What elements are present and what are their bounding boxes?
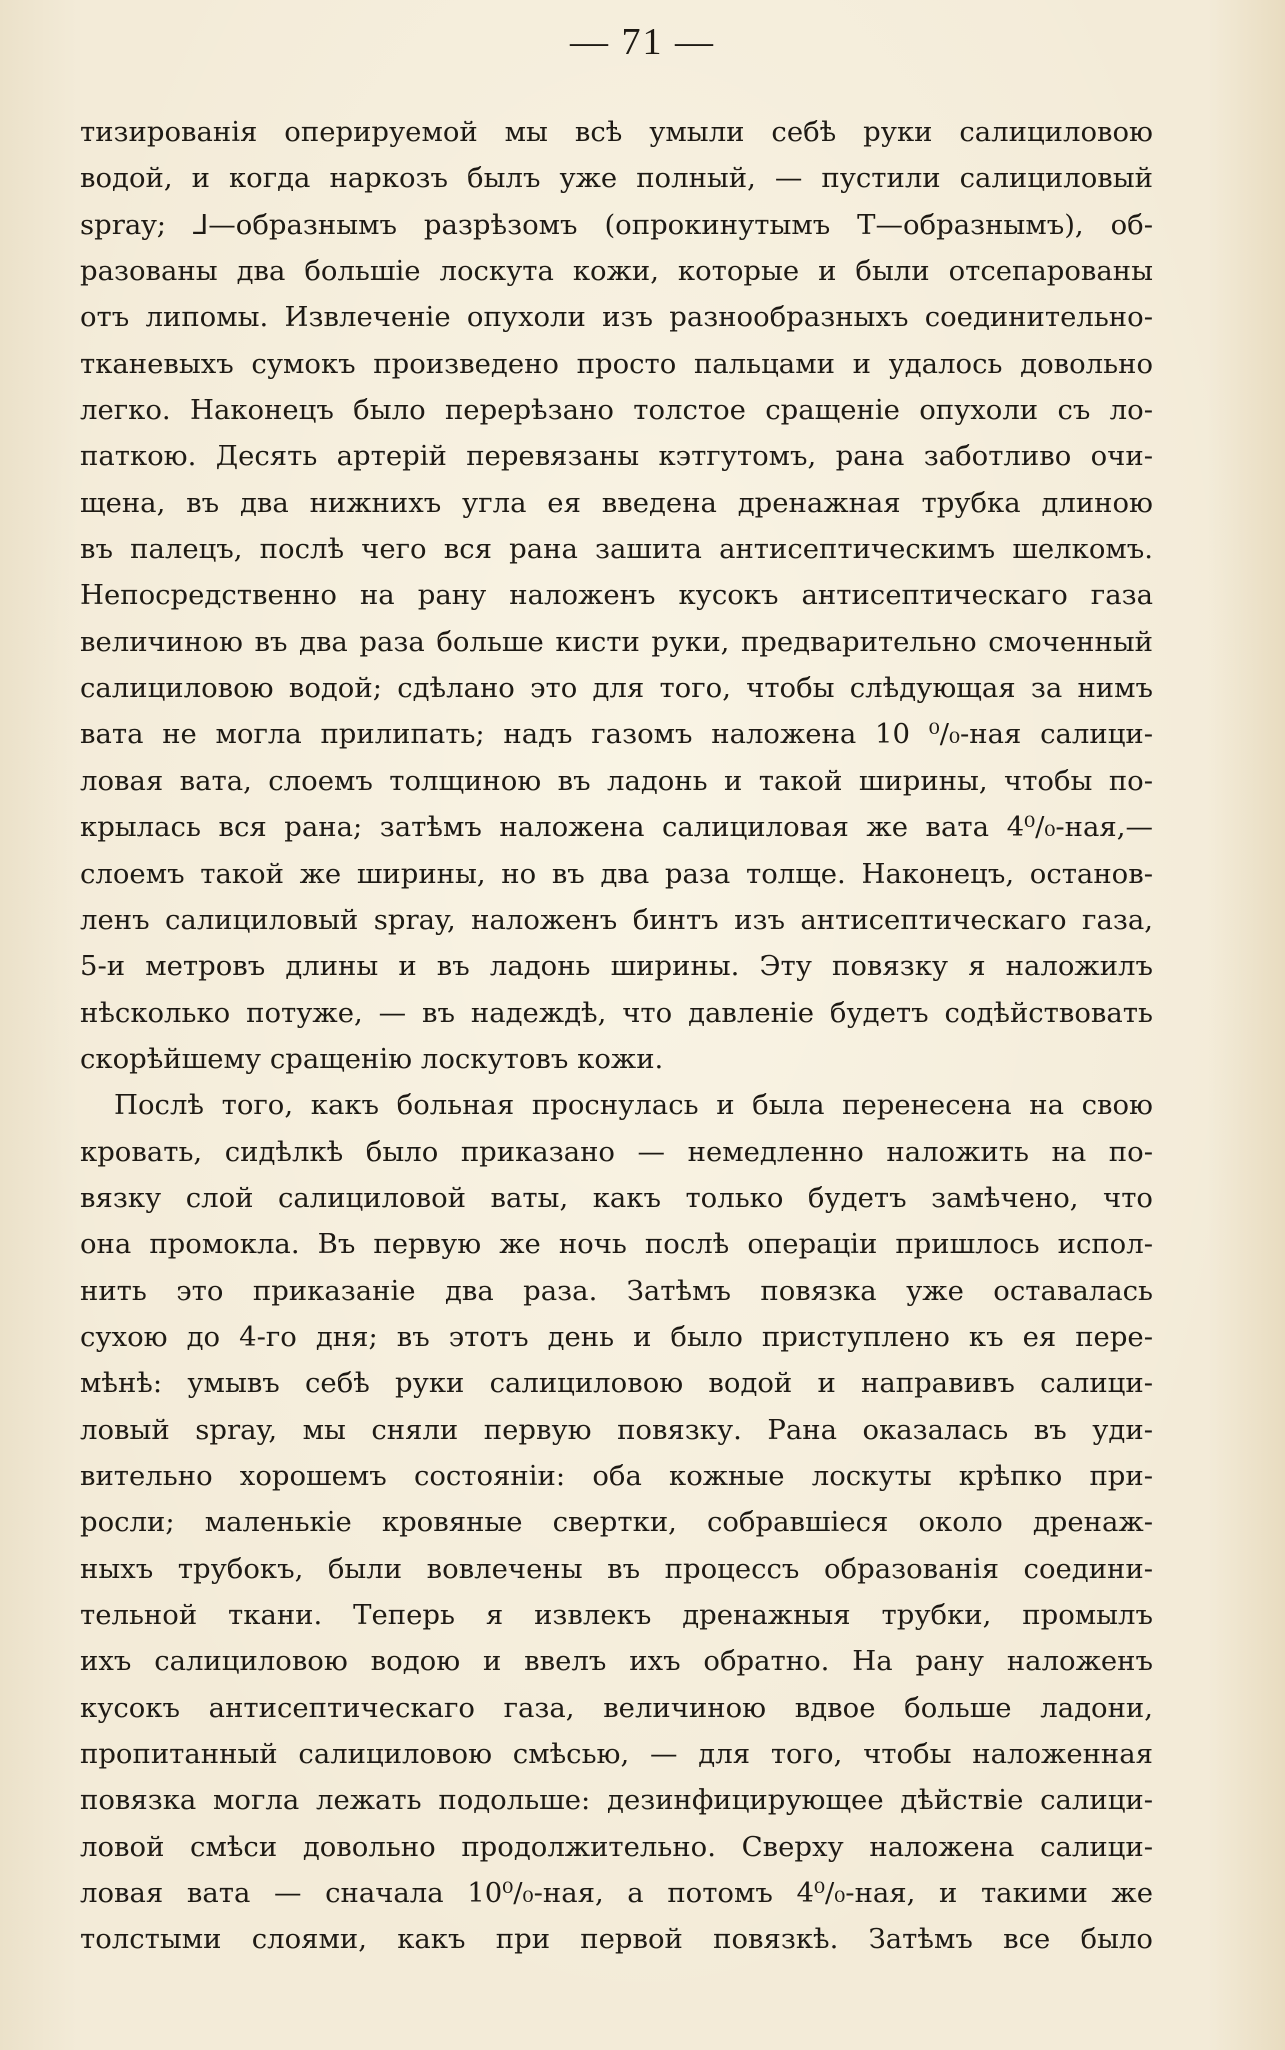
text-line: spray; ⅃—образнымъ разрѣзомъ (опрокинутымъ Т—образнымъ), об- [80, 208, 1153, 241]
text-line: щена, въ два нижнихъ угла ея введена дренажная трубка длиною [80, 486, 1153, 519]
text-line: величиною въ два раза больше кисти руки, предварительно смоченный [80, 625, 1153, 658]
body-text [80, 109, 1153, 1963]
text-line: слоемъ такой же ширины, но въ два раза толще. Наконецъ, останов- [80, 857, 1153, 890]
text-line: ловой смѣси довольно продолжительно. Сверху наложена салици- [80, 1830, 1153, 1863]
text-line: легко. Наконецъ было перерѣзано толстое сращеніе опухоли съ ло- [80, 394, 1153, 427]
text-line: тизированія оперируемой мы всѣ умыли себѣ руки салициловою [80, 116, 1153, 148]
text-line: мѣнѣ: умывъ себѣ руки салициловою водой и направивъ салици- [80, 1367, 1153, 1400]
text-line: крылась вся рана; затѣмъ наложена салициловая же вата 4⁰/₀-ная,— [80, 811, 1153, 844]
text-line: отъ липомы. Извлеченіе опухоли изъ разнообразныхъ соединительно- [80, 301, 1153, 334]
text-line: сухою до 4-го дня; въ этотъ день и было приступлено къ ея пере- [80, 1320, 1153, 1353]
text-line: вата не могла прилипать; надъ газомъ наложена 10 ⁰/₀-ная салици- [80, 718, 1153, 751]
text-line: скорѣйшему сращенію лоскутовъ кожи. [80, 1042, 664, 1075]
text-line: Послѣ того, какъ больная проснулась и была перенесена на свою [114, 1089, 1153, 1122]
text-line: тканевыхъ сумокъ произведено просто пальцами и удалось довольно [80, 347, 1153, 380]
text-line: кровать, сидѣлкѣ было приказано — немедленно наложить на по- [80, 1135, 1153, 1168]
text-line: ихъ салициловою водою и ввелъ ихъ обратно. На рану наложенъ [80, 1645, 1153, 1678]
text-line: нить это приказаніе два раза. Затѣмъ повязка уже оставалась [80, 1274, 1153, 1307]
text-line: кусокъ антисептическаго газа, величиною вдвое больше ладони, [80, 1691, 1153, 1724]
text-line: водой, и когда наркозъ былъ уже полный, — пустили салициловый [80, 162, 1153, 195]
text-line: вительно хорошемъ состояніи: оба кожные лоскуты крѣпко при- [80, 1459, 1153, 1492]
text-line: вязку слой салициловой ваты, какъ только будетъ замѣчено, что [80, 1181, 1153, 1214]
text-line: ныхъ трубокъ, были вовлечены въ процессъ образованія соедини- [80, 1552, 1153, 1585]
text-line: 5-и метровъ длины и въ ладонь ширины. Эту повязку я наложилъ [80, 950, 1153, 983]
text-line: ловый spray, мы сняли первую повязку. Рана оказалась въ уди- [80, 1413, 1153, 1446]
text-line: пропитанный салициловою смѣсью, — для того, чтобы наложенная [80, 1738, 1153, 1771]
text-line: въ палецъ, послѣ чего вся рана зашита антисептическимъ шелкомъ. [80, 533, 1153, 566]
text-line: салициловою водой; сдѣлано это для того, чтобы слѣдующая за нимъ [80, 672, 1153, 705]
text-line: паткою. Десять артерій перевязаны кэтгутомъ, рана заботливо очи- [80, 440, 1153, 473]
text-line: нѣсколько потуже, — въ надеждѣ, что давленіе будетъ содѣйствовать [80, 996, 1153, 1029]
text-line: тельной ткани. Теперь я извлекъ дренажныя трубки, промылъ [80, 1599, 1153, 1631]
text-line: ловая вата — сначала 10⁰/₀-ная, а потомъ 4⁰/₀-ная, и такими же [80, 1877, 1153, 1910]
text-line: Непосредственно на рану наложенъ кусокъ антисептическаго газа [80, 579, 1153, 612]
text-line: она промокла. Въ первую же ночь послѣ операціи пришлось испол- [80, 1228, 1153, 1261]
text-line: разованы два большіе лоскута кожи, которые и были отсепарованы [80, 255, 1153, 288]
text-line: ловая вата, слоемъ толщиною въ ладонь и такой ширины, чтобы по- [80, 764, 1153, 797]
text-line: повязка могла лежать подольше: дезинфицирующее дѣйствіе салици- [80, 1784, 1153, 1817]
text-line: ленъ салициловый spray, наложенъ бинтъ изъ антисептическаго газа, [80, 903, 1153, 936]
page-number: — 71 — [570, 21, 715, 63]
text-line: росли; маленькіе кровяные свертки, собравшіеся около дренаж- [80, 1506, 1153, 1539]
text-line: толстыми слоями, какъ при первой повязкѣ. Затѣмъ все было [80, 1923, 1153, 1956]
